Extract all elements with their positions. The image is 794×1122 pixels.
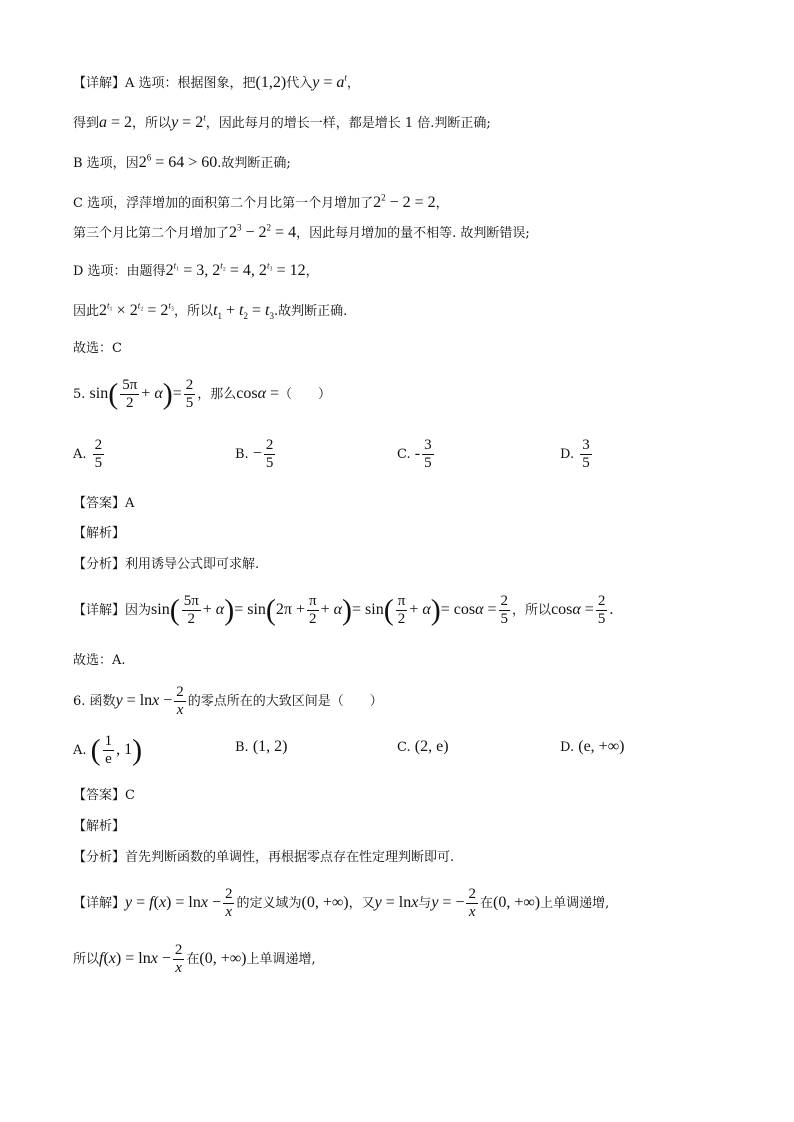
- q5-fenxi: 【分析】利用诱导公式即可求解.: [73, 557, 260, 572]
- q6-last: 所以f(x) = lnx − $\frac{2}{x}$ 在(0, +∞)上单调递增,: [73, 942, 316, 976]
- detail-c-line: C 选项，浮萍增加的面积第二个月比第一个月增加了$2^2 - 2 = 2$，: [73, 192, 449, 211]
- q5-option-d: D. $\frac{3}{5}$: [560, 437, 590, 471]
- detail-d2-line: 因此$2^{t_1} \times 2^{t_2} = 2^{t_3}$，所以$t_1 + t_2 = t_3$.故判断正确.: [73, 300, 348, 322]
- detail-b-line: B 选项，因$2^6 = 64 > 60$.故判断正确;: [73, 152, 291, 171]
- q5-option-c: C. - $\frac{3}{5}$: [397, 437, 432, 471]
- q6-detail: 【详解】y = f(x) = lnx − $\frac{2}{x}$ 的定义域为(0, +∞)，又y = lnx与y = − $\frac{2}{x}$ 在(0, +∞)上单调递增,: [73, 886, 610, 920]
- detail-a2-line: 得到a = 2，所以$y = 2^t$，因此每月的增长一样，都是增长 1 倍.判断正确;: [73, 112, 491, 131]
- question-6: 6. 函数y = lnx − $\frac{2}{x}$ 的零点所在的大致区间是（ ）: [73, 684, 383, 718]
- q5-option-a: A. $\frac{2}{5}$: [73, 437, 103, 471]
- q6-option-c: C. (2, e): [397, 738, 449, 755]
- q6-option-d: D. (e, +∞): [560, 738, 625, 755]
- choice-c-line: 故选：C: [73, 341, 122, 356]
- q5-answer: 【答案】A: [73, 496, 135, 511]
- question-5: 5. sin( $\frac{5\pi}{2}$ + α)= $\frac{2}{5}$ ，那么cosα =（ ）: [73, 377, 332, 411]
- q5-option-b: B. − $\frac{2}{5}$: [235, 437, 274, 471]
- detail-a-line: 【详解】A 选项：根据图象，把(1,2)代入$y = a^t$，: [73, 72, 360, 91]
- q6-analysis-head: 【解析】: [73, 819, 126, 834]
- q5-analysis-head: 【解析】: [73, 526, 126, 541]
- q5-detail: 【详解】因为sin( $\frac{5\pi}{2}$ + α)= sin(2π + $\frac{\pi}{2}$ + α)= sin( $\frac{\pi}{2}$ + α)= cosα = $\frac{2}{5}$ ，所以cosα = $\frac{2}{5}$ .: [73, 593, 614, 627]
- q6-option-b: B. (1, 2): [235, 738, 288, 755]
- detail-d-line: D 选项：由题得$2^{t_1} = 3$, $2^{t_2} = 4$, $2^{t_3} = 12$，: [73, 260, 319, 279]
- q6-option-a: A. ( $\frac{1}{e}$ , 1): [73, 733, 143, 767]
- detail-c2-line: 第三个月比第二个月增加了$2^3 - 2^2 = 4$，因此每月增加的量不相等. 故判断错误;: [73, 222, 530, 241]
- math-point: (1,2): [255, 74, 287, 91]
- q5-choice: 故选：A.: [73, 653, 126, 668]
- q6-answer: 【答案】C: [73, 788, 135, 803]
- q6-fenxi: 【分析】首先判断函数的单调性，再根据零点存在性定理判断即可.: [73, 850, 455, 865]
